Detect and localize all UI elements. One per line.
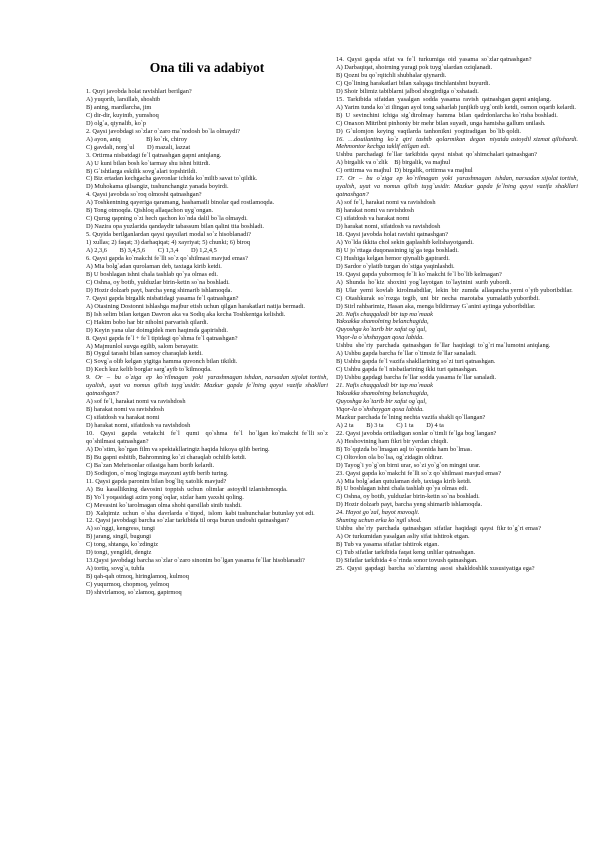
right-line: 21. Nafis chaqqaladi bir tup ma`maak bbox=[336, 382, 433, 390]
left-line: B) Oygul tarashi bilan samoy charaqlab ketdi. bbox=[86, 350, 203, 358]
left-line: C) Qurug qapning o`zi hech qachon ko`nda dalil bo`la olmaydi. bbox=[86, 215, 248, 223]
right-line: A) Darbaqiqat, shoirning yuragi pok tuyg`ulardan oziqlanadi. bbox=[336, 63, 493, 71]
left-line: C) Sovg`a olib kelgan yigitga hamma quvonch bilan tikildi. bbox=[86, 358, 238, 366]
left-line: D) Muhokama qilsangiz, tushunchangiz yanada boyirdi. bbox=[86, 183, 229, 191]
right-line: D) Sifatlar tarkibida 4 o`rinda sonor tovush qatnashgan. bbox=[336, 557, 478, 565]
left-line: D) Nazira opa yuzlarida qandaydir tabassum bilan qalini tita boshladi. bbox=[86, 223, 264, 231]
left-line: A) yuqorib, larsillab, shoshib bbox=[86, 95, 161, 103]
right-line: B) Tub va yasama sifatlar ishtirok etgan. bbox=[336, 541, 440, 549]
right-line: C) Ushbu gapda fe`l nisbatlarining ikki turi qatnashgan. bbox=[336, 366, 478, 374]
left-line: B) G`ishtlarga eskilik sovg`alari topshirildi. bbox=[86, 167, 198, 175]
left-line: A) so`nggi, kengress, tungi bbox=[86, 525, 155, 533]
right-line: B) Ushbu gapda fe`l vazifa shakllarining so`zi turi qatnashgan. bbox=[336, 358, 496, 366]
right-line: Mazkur parchada fe`lning nechta vazifa shakli qo`llangan? bbox=[336, 413, 486, 421]
right-line: Quyoshga ko`tarib bir xafut og`qul, bbox=[336, 397, 427, 405]
left-line: D) Hozir dolzarb payt, barcha yeng shimarib ishlamoqda. bbox=[86, 286, 233, 294]
right-line: A) Yarim tunda ko`zi ilingan ayol tong saharlab junjikib uyg`onib ketdi, osmon oqarib kelardi. bbox=[336, 103, 576, 111]
right-line: C) orttirma va majhul D) birgalik, orttirma va majhul bbox=[336, 167, 473, 175]
right-line: Quyoshga ko`tarib bir xafut og`qul, bbox=[336, 326, 427, 334]
right-line: A) 2 ta B) 3 ta C) 1 ta D) 4 ta bbox=[336, 421, 444, 429]
left-line: A) Bu kasallikning davosini toppish uchun olimlar astoydil izlanishmoqda. bbox=[86, 485, 288, 493]
left-line: 7. Qaysi gapda birgalik nisbatidagi yasama fe`l qatnashgan? bbox=[86, 294, 239, 302]
right-line: B) harakat nomi va ravishdosh bbox=[336, 207, 414, 215]
right-line: 20. Nafis chaqqaladi bir tup ma`maak bbox=[336, 310, 433, 318]
right-line: D) Shoir bilimiz tabiblarni jalbod shogirdiga o`xshatadi. bbox=[336, 87, 479, 95]
left-line: C) yuqurmoq, chopmoq, yelmoq bbox=[86, 581, 169, 589]
left-line: 5. Quyida berilganlardan qaysi qaysilari modal so`z hisoblanadi? bbox=[86, 231, 251, 239]
left-line: A) U kuni bilan bosh ko`tarmay shu ishni bitirdi. bbox=[86, 159, 211, 167]
right-line: D) Ushbu gapdagi barcha fe`llar sodda yasama fe`llar sanaladi. bbox=[336, 374, 497, 382]
left-line: C) Ba`zan Mehrisonlar oilasiga ham borib kelardi. bbox=[86, 461, 215, 469]
left-line: A) Toshkentning qayeriga qaramang, hashamatli binolar qad rostlamoqda. bbox=[86, 199, 275, 207]
left-line: B) Yo`l yoqasidagi azim yong`oqlar, sizlar ham yaxshi qoling. bbox=[86, 493, 244, 501]
left-line: 8. Qaysi gapda fe`l + fe`l tipidagi qo`shma fe`l qatnashgan? bbox=[86, 334, 238, 342]
right-line: D) Sardor o`ylatib turgan do`stiga yaqinlashdi. bbox=[336, 262, 455, 270]
right-line: C) sifatdosh va harakat nomi bbox=[336, 215, 410, 223]
right-line: A) Or turkumidan yasalgan asliy sifat ishtirok etgan. bbox=[336, 533, 470, 541]
left-line: C) dir-dir, kuyinib, yumshoq bbox=[86, 111, 159, 119]
right-line: C) Hushiga kelgan hemor qiynalib gapirardi. bbox=[336, 254, 450, 262]
right-line: 22. Qaysi javobda ortiladigan sonlar o`timli fe`lga bog`langan? bbox=[336, 429, 497, 437]
left-line: 4. Qaysi javobda so`roq olmoshi qatnashgan? bbox=[86, 191, 202, 199]
left-line: B) U boshlagan ishni chala tashlab qo`ya olmas edi. bbox=[86, 270, 218, 278]
right-line: 24. Hayot go`zal, hayot mavoqli. bbox=[336, 509, 420, 517]
right-line: B) U boshlagan ishni chala tashlab qo`ya olmas edi. bbox=[336, 485, 468, 493]
right-line: B) U sevinchini ichiga sig`dirolmay hamma bilan qadrdonlarcha ko`risha boshladi. bbox=[336, 111, 558, 119]
right-line: C) Oshna, oy botib, yulduzlar birin-ketin so`na boshladi. bbox=[336, 493, 480, 501]
left-line: D) harakat nomi, sifatdosh va ravishdosh bbox=[86, 422, 191, 430]
right-line: 17. Or – bu o`ziga ep ko`rilmagan yoki yarashmagan ishdan, narsadan xijolat tortish, uyalish, uyat va nomus qilish tuyg`usidir. Mazkur gapda fe`lning qaysi vazifa shakllari qatnashgan? bbox=[336, 175, 580, 199]
right-line: Ushbu she`riy parchada qatnashgan fe`llar haqidagi to`g`ri ma`lumotni aniqlang. bbox=[336, 342, 551, 350]
left-line: 1) xullas; 2) faqat; 3) darhaqiqat; 4) xayriyat; 5) chunki; 6) biroq bbox=[86, 239, 251, 247]
left-line: A) Mia bolg`adan qurolaman deb, taxtaga kirib ketdi. bbox=[86, 262, 222, 270]
left-line: 13.Qaysi javobdagi barcha so`zlar o`zaro sinonim bo`lgan yasama fe`llar hisoblanadi? bbox=[86, 557, 305, 565]
right-line: C) Otashkurak so`rozga tegib, uni bir necha marotaba yumalatib yuboribdi. bbox=[336, 294, 540, 302]
right-line: C) Oltovlon ola bo`lsa, og`zidagin oldirar. bbox=[336, 453, 443, 461]
right-line: B) U jo`rttaga duqonasining ig`ga tega boshladi. bbox=[336, 246, 459, 254]
left-line: B) harakat nomi va ravishdosh bbox=[86, 406, 164, 414]
right-line: D) harakat nomi, sifatdosh va ravishdosh bbox=[336, 223, 441, 231]
left-line: D) olg`a, qiynalib, ko`p bbox=[86, 119, 147, 127]
left-line: B) Tong otmoqda. Qishloq allaqachon uyg`ongan. bbox=[86, 207, 214, 215]
right-line: 16. …douilanting ko`z qiri tashib qolarmikan degan niyatda astoydil xizmat qilishardi. Mehmontor kechga taklif etilgan edi. bbox=[336, 135, 580, 151]
right-line: Yakxakka shamolning belanchagida, bbox=[336, 390, 429, 398]
left-line: C) sifatdosh va harakat nomi bbox=[86, 414, 160, 422]
left-line: 3. Ortirma nisbatdagi fe`l qatnashgan gapni aniqlang. bbox=[86, 151, 222, 159]
left-line: C) Mevasini ko`tarolmagan olma shohi qarsillab sinib tushdi. bbox=[86, 501, 242, 509]
right-line: A) Ushbu gapda barcha fe`llar o`timsiz fe`llar sanaladi. bbox=[336, 350, 477, 358]
left-line: 11. Qaysi gapda paronim bilan bog`liq xatolik mavjud? bbox=[86, 477, 227, 485]
right-line: 25. Qaysi gapdagi barcha so`zlarning asosi shakldoshlik xususiyatiga ega? bbox=[336, 565, 535, 572]
left-line: D) shivirlamoq, so`zlamoq, gapirmoq bbox=[86, 589, 182, 597]
right-line: Ushbu she`riy parchada qatnashgan sifatlar haqidagi qaysi fikr to`g`ri emas? bbox=[336, 525, 542, 533]
left-line: C) Hakim bobo har bir niholni parvarish qilardi. bbox=[86, 318, 209, 326]
left-line: 2. Qaysi javobdagi so`zlar o`zaro ma`nodosh bo`la olmaydi? bbox=[86, 127, 240, 135]
right-line: C) Qo`lining harakatlari bilan xalqaga tinchlanishni buyurdi. bbox=[336, 79, 491, 87]
left-line: B) Ish selim bilan ketgan Davron aka va Sodiq aka kecha Toshkentga kelishdi. bbox=[86, 310, 286, 318]
right-line: B) Ular yerni kovlab kirolmabdilar, lekin bir zumda allaqancha yerni o`yib yuboribdilar. bbox=[336, 286, 573, 294]
left-line: 10. Qaysi gapda vetakchi fe`l qumi qo`shma fe`l ho`lgan ko`makchi fe`lli so`z qo`shilmasi qatnashgan? bbox=[86, 429, 330, 445]
right-line: 14. Qaysi gapda sifat va fe`l turkumiga oid yasama so`zlar qatnashgan? bbox=[336, 56, 532, 63]
right-line: C) Onaxon Mitribni pinhoniy bir mehr bilan suyadi, unga hamisha gallum unilash. bbox=[336, 119, 546, 127]
left-line: 1. Quyi javobda holat ravishlari berilgan? bbox=[86, 88, 192, 95]
left-column bbox=[86, 88, 328, 597]
left-line: D) Xalqimiz uchun o`sha davrlarda e`tiqod, islom kabi tushunchalar butunlay yot edi. bbox=[86, 509, 315, 517]
left-line: B) jarang, singil, bugungi bbox=[86, 533, 152, 541]
right-line: Ushbu parchadagi fe`llar tarkibida qaysi nisbat qo`shimchalari qatnashgan? bbox=[336, 151, 537, 159]
right-line: D) Tayog`i yo`g`on birni urar, so`zi yo`g`on mingni urar. bbox=[336, 461, 481, 469]
right-line: D) Siirl rahbarimiz, Hasan aka, menga bildirmay G`anini ayiinga yuboribdilar. bbox=[336, 302, 536, 310]
left-line: A) Majmunlol suvga egilib, salom berayatir. bbox=[86, 342, 199, 350]
right-line: A) Mia bolg`adan qutulaman deb, taxtaga kirib ketdi. bbox=[336, 477, 472, 485]
left-line: 9. Or – bu o`ziga ep ko`rilmagan yoki yarashmagan ishdan, narsadan xijolat tortish, uyalish, uyat va nomus qilish tuyg`usidir. Mazkur gapda fe`lning qaysi vazifa shakllari qatnashgan? bbox=[86, 374, 330, 398]
right-column bbox=[336, 56, 578, 573]
right-line: 23. Qaysi gapda ko`makchi fe`lli so`z qo`shilmasi mavjud emas? bbox=[336, 469, 502, 477]
right-line: A) birgalik va o`zlik B) birgalik, va majhul bbox=[336, 159, 451, 167]
right-line: C) Tub sifatlar tarkibida faqat keng unlilar qatnashgan. bbox=[336, 549, 476, 557]
left-line: C) tong, shtanga, ko`zdingiz bbox=[86, 541, 159, 549]
page-title: Ona tili va adabiyot bbox=[149, 60, 265, 75]
right-line: Viqor-la o`shshaygan qoxa labida. bbox=[336, 334, 424, 342]
right-line: A) Shunda ho`kiz shoxini yog`layotgan to`layinini surib yubordi. bbox=[336, 278, 512, 286]
left-line: D) Kech kuz kelib borglar sarg`ayib to`kilmoqda. bbox=[86, 366, 212, 374]
right-line: 15. Tarkibida sifatdan yasalgan sodda yasama ravish qatnashgan gapni aniqlang. bbox=[336, 95, 552, 103]
left-line: A) Do`stim, ko`rgan film va spektakllaringiz haqida hikoya qilib bering. bbox=[86, 445, 270, 453]
left-line: B) Bu gapni eshitib, Bahromning ko`zi charaqlab ochilib ketdi. bbox=[86, 453, 247, 461]
right-line: A) Heshovining ham fikri bir yerdan chiqdi. bbox=[336, 437, 449, 445]
right-line: Shuning uchun erka ko`ngil shod. bbox=[336, 517, 422, 525]
left-line: D) Keyin yana ular doimgidek men haqimda gapirishdi. bbox=[86, 326, 228, 334]
right-line: 19. Qaysi gapda yubormoq fe`li ko`makchi fe`l bo`lib kelmagan? bbox=[336, 270, 502, 278]
right-line: A) Yo`lda ikkita chol sekin gaplashib kelishayotgandi. bbox=[336, 238, 474, 246]
right-line: Viqor-la o`shshaygan qoxa labida. bbox=[336, 405, 424, 413]
right-line: Yakxakka shamolning belanchagida, bbox=[336, 318, 429, 326]
left-line: 6. Qaysi gapda ko`makchi fe`lli so`z qo`shilmasi mavjud emas? bbox=[86, 255, 248, 263]
right-line: 18. Qaysi javobda holat ravishi qatnashgan? bbox=[336, 230, 449, 238]
left-line: C) gavdali, norg`ul D) mazali, lazzat bbox=[86, 143, 191, 151]
right-line: D) Hozir dolzarb payt, barcha yeng shimarib ishlamoqda. bbox=[336, 501, 483, 509]
right-line: A) sof fe`l, harakat nomi va ravishdosh bbox=[336, 199, 436, 207]
left-line: A) Otasining Dostonni ishlashga majbur etish uchun qilgan harakatlari natija bermadi. bbox=[86, 302, 305, 310]
left-line: C) Oshna, oy botib, yulduzlar birin-ketin so`na boshladi. bbox=[86, 278, 230, 286]
left-line: D) tongi, yengildi, dengiz bbox=[86, 549, 152, 557]
right-line: B) Qozni bu qo`rqitchli shubhalar qiynardi. bbox=[336, 71, 447, 79]
left-line: A) sof fe`l, harakat nomi va ravishdosh bbox=[86, 398, 186, 406]
left-line: A) ayon, aniq B) ko`rk, chiroy bbox=[86, 135, 188, 143]
left-line: B) aning, mardlarcha, jim bbox=[86, 103, 152, 111]
left-line: 12. Qaysi javobdagi barcha so`zlar tarkibida til orqa burun undoshi qatnashgan? bbox=[86, 517, 290, 525]
right-line: D) G`ulomjon keying vaqtlarda tanhonikni yoqtiradigan bo`lib qoldi. bbox=[336, 127, 521, 135]
left-line: A) 2,3,6 B) 3,4,5,6 C) 1,3,4 D) 1,2,4,5 bbox=[86, 247, 217, 255]
left-line: C) Biz ertadan kechgacha gavronlar ichida ko`milib savat to`qildik. bbox=[86, 175, 258, 183]
left-line: D) Sodiqjon, o`mog`ingizga mayzuni aytib berib turing. bbox=[86, 469, 229, 477]
left-line: B) qah-qah otmoq, hiringlamoq, kulmoq bbox=[86, 573, 189, 581]
left-line: A) tortiq, sovg`a, tuhfa bbox=[86, 565, 145, 573]
right-line: B) To`qqizda bo`lmagan aql to`qsonida ham bo`lmas. bbox=[336, 445, 472, 453]
